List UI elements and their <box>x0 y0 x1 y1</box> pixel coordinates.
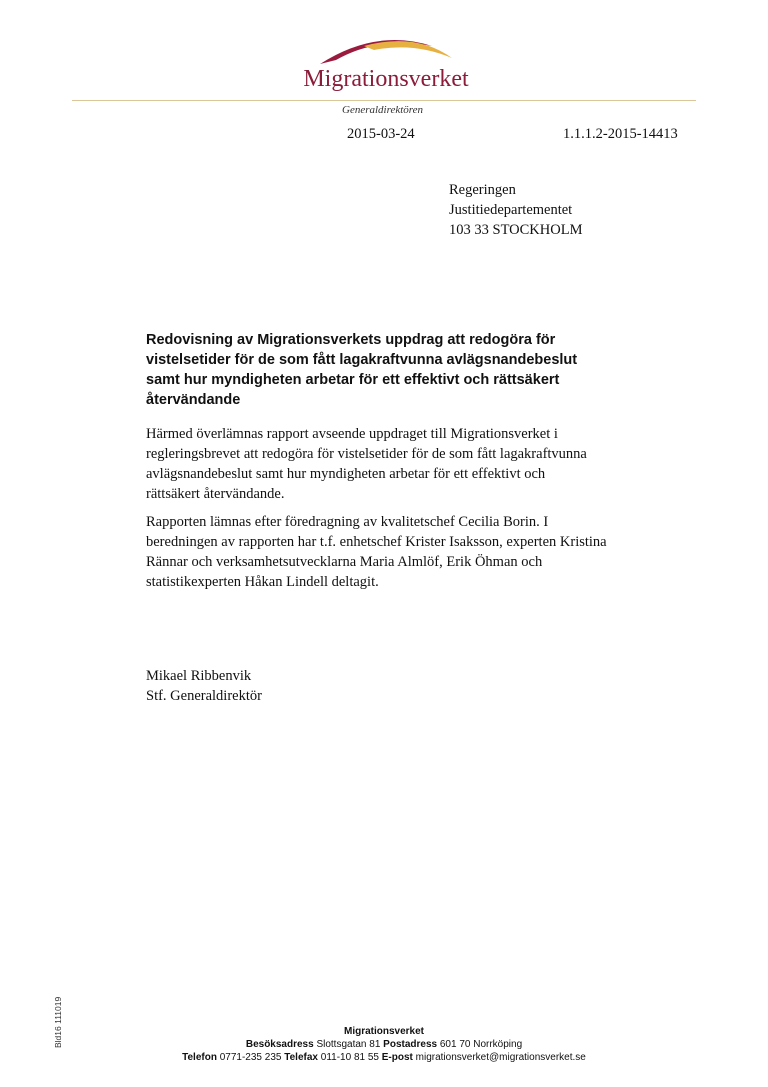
footer-visit-label: Besöksadress <box>245 1039 314 1050</box>
signature-title: Stf. Generaldirektör <box>146 688 262 704</box>
document-date: 2015-03-24 <box>347 126 415 142</box>
side-code: Bld16 111019 <box>53 996 63 1048</box>
paragraph-1 <box>146 424 636 504</box>
paragraph-line: Rapporten lämnas efter föredragning av kvalitetschef Cecilia Borin. I <box>146 514 549 530</box>
subject-line: samt hur myndigheten arbetar för ett effektivt och rättsäkert <box>146 372 560 388</box>
footer-fax-label: Telefax <box>284 1052 318 1063</box>
logo <box>296 30 476 100</box>
signature-name: Mikael Ribbenvik <box>146 668 252 684</box>
letter-subject <box>146 330 646 410</box>
footer-visit-value: Slottsgatan 81 <box>316 1039 381 1050</box>
header-rule <box>72 100 696 101</box>
footer <box>0 1025 768 1064</box>
paragraph-line: rättsäkert återvändande. <box>146 486 285 502</box>
footer-phone-value: 0771-235 235 <box>219 1052 282 1063</box>
subject-line: Redovisning av Migrationsverkets uppdrag att redogöra för <box>146 332 556 348</box>
footer-post-value: 601 70 Norrköping <box>439 1039 523 1050</box>
footer-email-link[interactable]: migrationsverket@migrationsverket.se <box>415 1052 586 1063</box>
subject-line: vistelsetider för de som fått lagakraftvunna avlägsnandebeslut <box>146 352 578 368</box>
logo-text: Migrationsverket <box>303 66 469 92</box>
paragraph-line: regleringsbrevet att redogöra för vistelsetider för de som fått lagakraftvunna <box>146 446 587 462</box>
department: Generaldirektören <box>342 104 424 116</box>
paragraph-line: beredningen av rapporten har t.f. enhetschef Krister Isaksson, experten Kristina <box>146 534 607 550</box>
recipient-line: 103 33 STOCKHOLM <box>449 222 583 238</box>
signature-block <box>146 666 262 706</box>
logo-arc-icon <box>314 30 458 70</box>
footer-post-label: Postadress <box>383 1039 438 1050</box>
recipient-address <box>449 180 582 240</box>
recipient-line: Regeringen <box>449 182 516 198</box>
paragraph-line: avlägsnandebeslut samt hur myndigheten arbetar för ett effektivt och <box>146 466 546 482</box>
paragraph-line: Rännar och verksamhetsutvecklarna Maria Almlöf, Erik Öhman och <box>146 554 543 570</box>
footer-fax-value: 011-10 81 55 <box>320 1052 379 1063</box>
reference-number: 1.1.1.2-2015-14413 <box>563 126 678 142</box>
footer-email-label: E-post <box>381 1052 413 1063</box>
recipient-line: Justitiedepartementet <box>449 202 573 218</box>
paragraph-line: statistikexperten Håkan Lindell deltagit. <box>146 574 379 590</box>
paragraph-2 <box>146 512 636 592</box>
footer-org: Migrationsverket <box>343 1026 425 1037</box>
paragraph-line: Härmed överlämnas rapport avseende uppdraget till Migrationsverket i <box>146 426 558 442</box>
footer-phone-label: Telefon <box>182 1052 217 1063</box>
subject-line: återvändande <box>146 392 241 408</box>
